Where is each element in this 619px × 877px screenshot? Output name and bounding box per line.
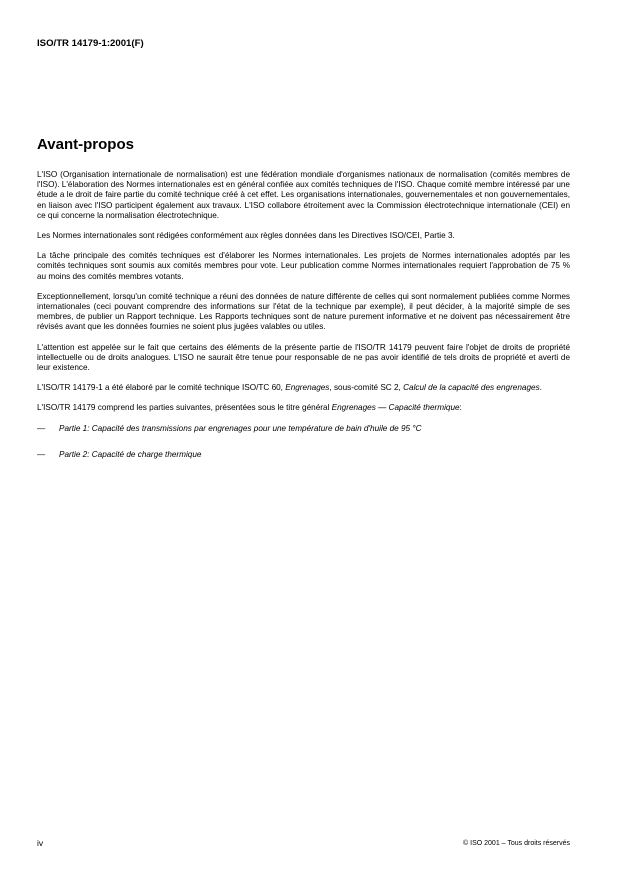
page-title: Avant-propos [37, 136, 134, 153]
subcommittee-text: , sous-comité SC 2, [329, 383, 404, 393]
committee-title: Engrenages [285, 383, 330, 393]
page-number: iv [37, 838, 44, 848]
paragraph-parts-intro [37, 403, 570, 413]
general-title: Engrenages — Capacité thermique [331, 403, 460, 413]
list-dash: — [37, 423, 46, 433]
paragraph-technical-reports: Exceptionnellement, lorsqu'un comité technique a réuni des données de nature différente de celles qui sont normalement publiées comme Normes internationales (ceci pouvant comprendre des informations sur l'état de la technique par exemple), il peut décider, à la majorité simple de ses membres, de publier un Rapport technique. Les Rapports techniques sont de nature purement informative et ne doivent pas nécessairement être révisés avant que les données fournies ne soient plus jugées valables ou utiles. [37, 291, 570, 332]
part-1-title: Partie 1: Capacité des transmissions par engrenages pour une température de bain d'huile de 95 °C [59, 423, 422, 433]
committee-text: L'ISO/TR 14179-1 a été élaboré par le comité technique ISO/TC 60, [37, 383, 286, 393]
part-2-title: Partie 2: Capacité de charge thermique [59, 449, 202, 459]
list-dash: — [37, 449, 46, 459]
paragraph-main-task: La tâche principale des comités techniques est d'élaborer les Normes internationales. Les projets de Normes internationales adoptés par les comités techniques sont soumis aux comités membres pour vote. Leur publication comme Normes internationales requiert l'approbation de 75 % au moins des comités membres votants. [37, 251, 570, 281]
copyright-notice: © ISO 2001 – Tous droits réservés [463, 840, 570, 847]
subcommittee-title: Calcul de la capacité des engrenages [403, 383, 540, 393]
list-item [37, 450, 570, 460]
paragraph-patent-rights: L'attention est appelée sur le fait que certains des éléments de la présente partie de l'ISO/TR 14179 peuvent faire l'objet de droits de propriété intellectuelle ou de droits analogues. L'ISO ne saurait être tenue pour responsable de ne pas avoir identifié de tels droits de propriété et averti de leur existence. [37, 342, 570, 373]
paragraph-directives: Les Normes internationales sont rédigées conformément aux règles données dans les Directives ISO/CEI, Partie 3. [37, 231, 455, 241]
parts-intro-text: L'ISO/TR 14179 comprend les parties suivantes, présentées sous le titre général [37, 403, 332, 413]
paragraph-committee [37, 383, 570, 393]
foreword-body [37, 170, 570, 476]
parts-intro-colon: : [459, 403, 462, 413]
document-reference: ISO/TR 14179-1:2001(F) [37, 38, 144, 49]
list-item [37, 424, 570, 434]
paragraph-iso-intro: L'ISO (Organisation internationale de normalisation) est une fédération mondiale d'organismes nationaux de normalisation (comités membres de l'ISO). L'élaboration des Normes internationales est en général confiée aux comités techniques de l'ISO. Chaque comité membre intéressé par une étude a le droit de faire partie du comité technique créé à cet effet. Les organisations internationales, gouvernementales et non gouvernementales, en liaison avec l'ISO participent également aux travaux. L'ISO collabore étroitement avec la Commission électrotechnique internationale (CEI) en ce qui concerne la normalisation électrotechnique. [37, 170, 570, 220]
committee-period: . [539, 383, 542, 393]
